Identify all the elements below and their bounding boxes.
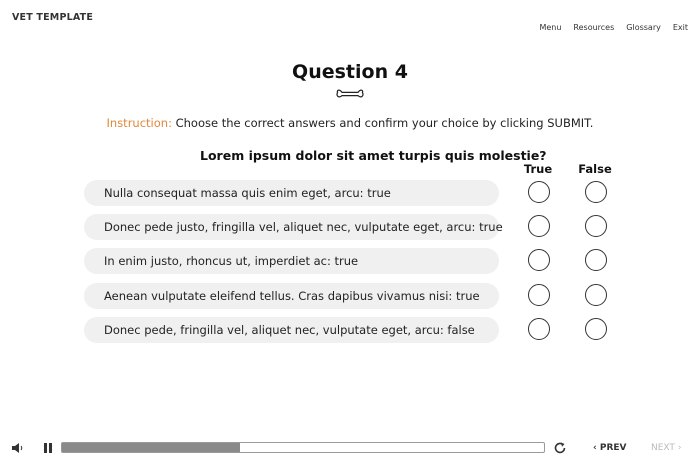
- page-title: Question 4: [292, 61, 408, 83]
- nav-menu-link[interactable]: Menu: [539, 23, 562, 32]
- nav-glossary-link[interactable]: Glossary: [626, 23, 661, 32]
- column-header-false: False: [578, 162, 612, 176]
- instruction-label: Instruction:: [106, 116, 172, 130]
- radio-false-4[interactable]: [585, 284, 607, 306]
- statement-text: Nulla consequat massa quis enim eget, arcu: true: [104, 186, 391, 200]
- question-text: Lorem ipsum dolor sit amet turpis quis molestie?: [200, 148, 547, 163]
- statement-row: [84, 317, 499, 343]
- radio-true-1[interactable]: [528, 181, 550, 203]
- radio-false-3[interactable]: [585, 249, 607, 271]
- brand-title: VET TEMPLATE: [12, 12, 94, 23]
- progress-fill: [62, 443, 240, 452]
- instruction: [0, 116, 700, 130]
- next-label: NEXT: [651, 443, 675, 453]
- chevron-left-icon: ‹: [593, 443, 597, 453]
- radio-false-5[interactable]: [585, 318, 607, 340]
- chevron-right-icon: ›: [677, 443, 682, 453]
- radio-true-3[interactable]: [528, 249, 550, 271]
- prev-button[interactable]: [593, 443, 627, 453]
- statement-text: Donec pede justo, fringilla vel, aliquet nec, vulputate eget, arcu: true: [104, 220, 503, 235]
- player-controls: [0, 436, 700, 460]
- radio-true-2[interactable]: [528, 215, 550, 237]
- speaker-icon[interactable]: [11, 442, 25, 454]
- statement-row: [84, 180, 499, 206]
- statement-text: Aenean vulputate eleifend tellus. Cras dapibus vivamus nisi: true: [104, 288, 480, 303]
- statement-text: Donec pede, fringilla vel, aliquet nec, vulputate eget, arcu: false: [104, 322, 475, 337]
- pause-icon[interactable]: [43, 443, 55, 454]
- progress-bar[interactable]: [61, 442, 545, 453]
- statement-text: In enim justo, rhoncus ut, imperdiet ac: true: [104, 254, 359, 269]
- bone-icon: [336, 88, 364, 100]
- nav-resources-link[interactable]: Resources: [573, 23, 615, 32]
- statement-list: [84, 180, 503, 351]
- top-nav: [539, 23, 688, 32]
- nav-exit-link[interactable]: Exit: [672, 23, 688, 32]
- column-header-true: True: [523, 162, 553, 176]
- radio-false-2[interactable]: [585, 215, 607, 237]
- instruction-text: Choose the correct answers and confirm your choice by clicking SUBMIT.: [171, 116, 594, 130]
- statement-row: [84, 283, 499, 309]
- refresh-icon[interactable]: [553, 441, 567, 455]
- prev-label: PREV: [599, 443, 627, 453]
- statement-row: [84, 214, 503, 240]
- next-button[interactable]: [651, 443, 681, 453]
- radio-true-4[interactable]: [528, 284, 550, 306]
- statement-row: [84, 248, 499, 274]
- radio-false-1[interactable]: [585, 181, 607, 203]
- radio-true-5[interactable]: [528, 318, 550, 340]
